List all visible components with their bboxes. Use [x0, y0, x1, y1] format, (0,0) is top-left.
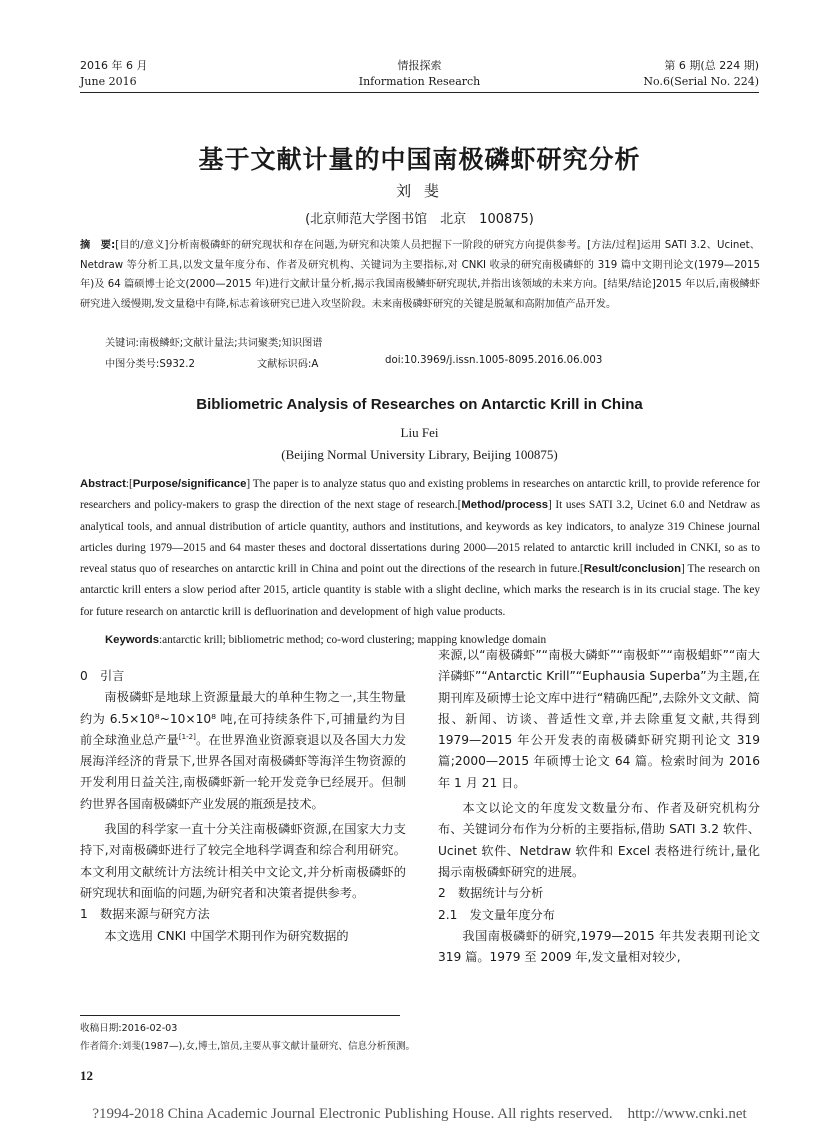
keywords-cn: 关键词:南极鳞虾;文献计量法;共词聚类;知识图谱: [105, 338, 323, 349]
footnote-rule: [80, 1015, 400, 1016]
english-author: Liu Fei: [400, 425, 439, 440]
purpose-text: The paper is to analyze status quo and existing problems in researches on antarctic krill, to provide reference for researchers and policy-makers to grasp the direction of the next stage of research.: [80, 478, 760, 512]
intro-p1-text-b: 。在世界渔业资源衰退以及各国大力发展海洋经济的背景下,世界各国对南极磷虾等海洋生物资源的开发利用日益关注,南极磷虾新一轮开发竞争已经展开。但制约世界各国南极磷虾产业发展的瓶颈是技术。: [80, 732, 407, 811]
methods-paragraph-start: 本文选用 CNKI 中国学术期刊作为研究数据的: [104, 928, 349, 943]
paper-title: 基于文献计量的中国南极磷虾研究分析: [198, 145, 641, 174]
abstract-cn-text: [目的/意义]分析南极磷虾的研究现状和存在问题,为研究和决策人员把握下一阶段的研究方向提供参考。[方法/过程]运用 SATI 3.2、Ucinet、Netdraw 等分析工具,以发文量年度分布、作者及研究机构、关键词为主要指标,对 CNKI 收录的研究南极磷虾的 319 篇中文期刊论文(1979—2015 年)及 64 篇硕博士论文(2000—2015 年)进行文献计量分析,揭示我国南极鳞虾研究现状,并指出该领域的未来方向。[结果/结论]2015 年以后,南极鳞虾研究进入缓慢期,发文量稳中有降,标志着该研究已进入攻坚阶段。未来南极磷虾研究的关键是脱氟和高附加值产品开发。: [80, 240, 760, 310]
section-2-heading: 2 数据统计与分析: [438, 886, 544, 901]
paper-affiliation: (北京师范大学图书馆 北京 100875): [305, 212, 534, 227]
abstract-en-label: Abstract: [80, 478, 126, 490]
section-1-heading: 1 数据来源与研究方法: [80, 907, 210, 922]
methods-paragraph-2: 本文以论文的年度发文数量分布、作者及研究机构分布、关键词分布作为分析的主要指标,借助 SATI 3.2 软件、Ucinet 软件、Netdraw 软件和 Excel 表格进行统计,量化揭示南极磷虾研究的进展。: [438, 801, 760, 879]
section-0-heading: 0 引言: [80, 669, 125, 683]
method-label: Method/process: [461, 499, 549, 512]
citation-ref: [1-2]: [178, 732, 196, 741]
english-affiliation: (Beijing Normal University Library, Beijing 100875): [281, 447, 558, 462]
intro-p1-text-a: 南极磷虾是地球上资源量最大的单种生物之一,其生物量约为 6.5×10⁸~10×10⁸ 吨,在可持续条件下,可捕量约为目前全球渔业总产量: [80, 690, 406, 747]
clc-number: 中图分类号:S932.2: [105, 359, 196, 370]
keywords-en-label: Keywords: [105, 634, 159, 646]
received-date: 收稿日期:2016-02-03: [80, 1023, 178, 1034]
header-date-zh: 2016 年 6 月: [80, 59, 148, 72]
header-issue-zh: 第 6 期(总 224 期): [664, 59, 759, 72]
method-text: It uses SATI 3.2, Ucinet 6.0 and Netdraw as analytical tools, and annual distribution of article quantity, authors and institutions, and keywords as key indicators, to analyze 319 Chinese journal articles during 1979—2015 and 64 master theses and doctoral dissertations during 2000—2015 related to antarctic krill included in CNKI, so as to reveal status quo of researches on antarctic krill in China and point out the directions of the research in future.: [80, 499, 760, 576]
header-journal-zh: 情报探索: [397, 59, 442, 72]
intro-paragraph-2: 我国的科学家一直十分关注南极磷虾资源,在国家大力支持下,对南极磷虾进行了较完全地科学调查和综合利用研究。本文利用文献统计方法统计相关中文论文,并分析南极磷虾的研究现状和面临的问题,为研究者和决策者提供参考。: [80, 822, 406, 900]
methods-paragraph-cont: 来源,以“南极磷虾”“南极大磷虾”“南极虾”“南极䗉虾”“南大洋磷虾”“Antarctic Krill”“Euphausia Superba”为主题,在期刊库及硕博士论文库中进行“精确匹配”,去除外文文献、简报、新闻、访谈、普适性文章,并去除重复文献,共得到 1979—2015 年公开发表的南极磷虾研究期刊论文 319 篇;2000—2015 年硕博士论文 64 篇。检索时间为 2016 年 1 月 21 日。: [438, 648, 760, 790]
author-bio: 作者简介:刘斐(1987—),女,博士,馆员,主要从事文献计量研究、信息分析预测。: [80, 1041, 416, 1052]
result-label: Result/conclusion: [583, 563, 681, 576]
purpose-label: Purpose/significance: [132, 478, 247, 490]
abstract-cn-label: 摘 要:: [80, 240, 116, 251]
header-issue-en: No.6(Serial No. 224): [643, 75, 759, 88]
body-left-column: [80, 666, 406, 947]
header-journal-en: Information Research: [358, 75, 481, 88]
copyright-notice: ?1994-2018 China Academic Journal Electronic Publishing House. All rights reserved. http://www.cnki.net: [92, 1106, 747, 1122]
body-right-column: [438, 645, 760, 968]
keywords-en: Keywords:antarctic krill; bibliometric method; co-word clustering; mapping knowledge domain: [105, 634, 547, 646]
keywords-en-text: antarctic krill; bibliometric method; co-word clustering; mapping knowledge domain: [162, 634, 547, 646]
running-header: [80, 58, 759, 93]
intro-paragraph-1: [80, 687, 406, 815]
abstract-en: Abstract:[Purpose/significance] The paper is to analyze status quo and existing problems in researches on antarctic krill, to provide reference for researchers and policy-makers to grasp the direction of the next stage of research.[Method/process] It uses SATI 3.2, Ucinet 6.0 and Netdraw as analytical tools, and annual distribution of article quantity, authors and institutions, and keywords as key indicators, to analyze 319 Chinese journal articles during 1979—2015 and 64 master theses and doctoral dissertations during 2000—2015 related to antarctic krill included in CNKI, so as to reveal status quo of researches on antarctic krill in China and point out the directions of the research in future.[Result/conclusion] The research on antarctic krill enters a slow period after 2015, article quantity is stable with a slight decline, which marks the research is in its crucial stage. The key for future research on antarctic krill is defluorination and development of high value products.: [80, 478, 760, 618]
paper-author: 刘 斐: [396, 182, 443, 200]
header-date-en: June 2016: [80, 75, 137, 88]
english-title: Bibliometric Analysis of Researches on Antarctic Krill in China: [196, 396, 643, 413]
abstract-cn: [80, 236, 760, 314]
result-text: The research on antarctic krill enters a slow period after 2015, article quantity is stable with a slight decline, which marks the research is in its crucial stage. The key for future research on antarctic krill is defluorination and development of high value products.: [80, 563, 760, 618]
document-code: 文献标识码:A: [257, 359, 319, 370]
footnote: [80, 1020, 415, 1056]
header-right: [643, 58, 759, 90]
page-number: 12: [80, 1068, 93, 1083]
results-paragraph-1: 我国南极磷虾的研究,1979—2015 年共发表期刊论文 319 篇。1979 至 2009 年,发文量相对较少,: [438, 928, 760, 965]
doi: doi:10.3969/j.issn.1005-8095.2016.06.003: [385, 355, 603, 366]
section-2-1-heading: 2.1 发文量年度分布: [438, 907, 555, 922]
